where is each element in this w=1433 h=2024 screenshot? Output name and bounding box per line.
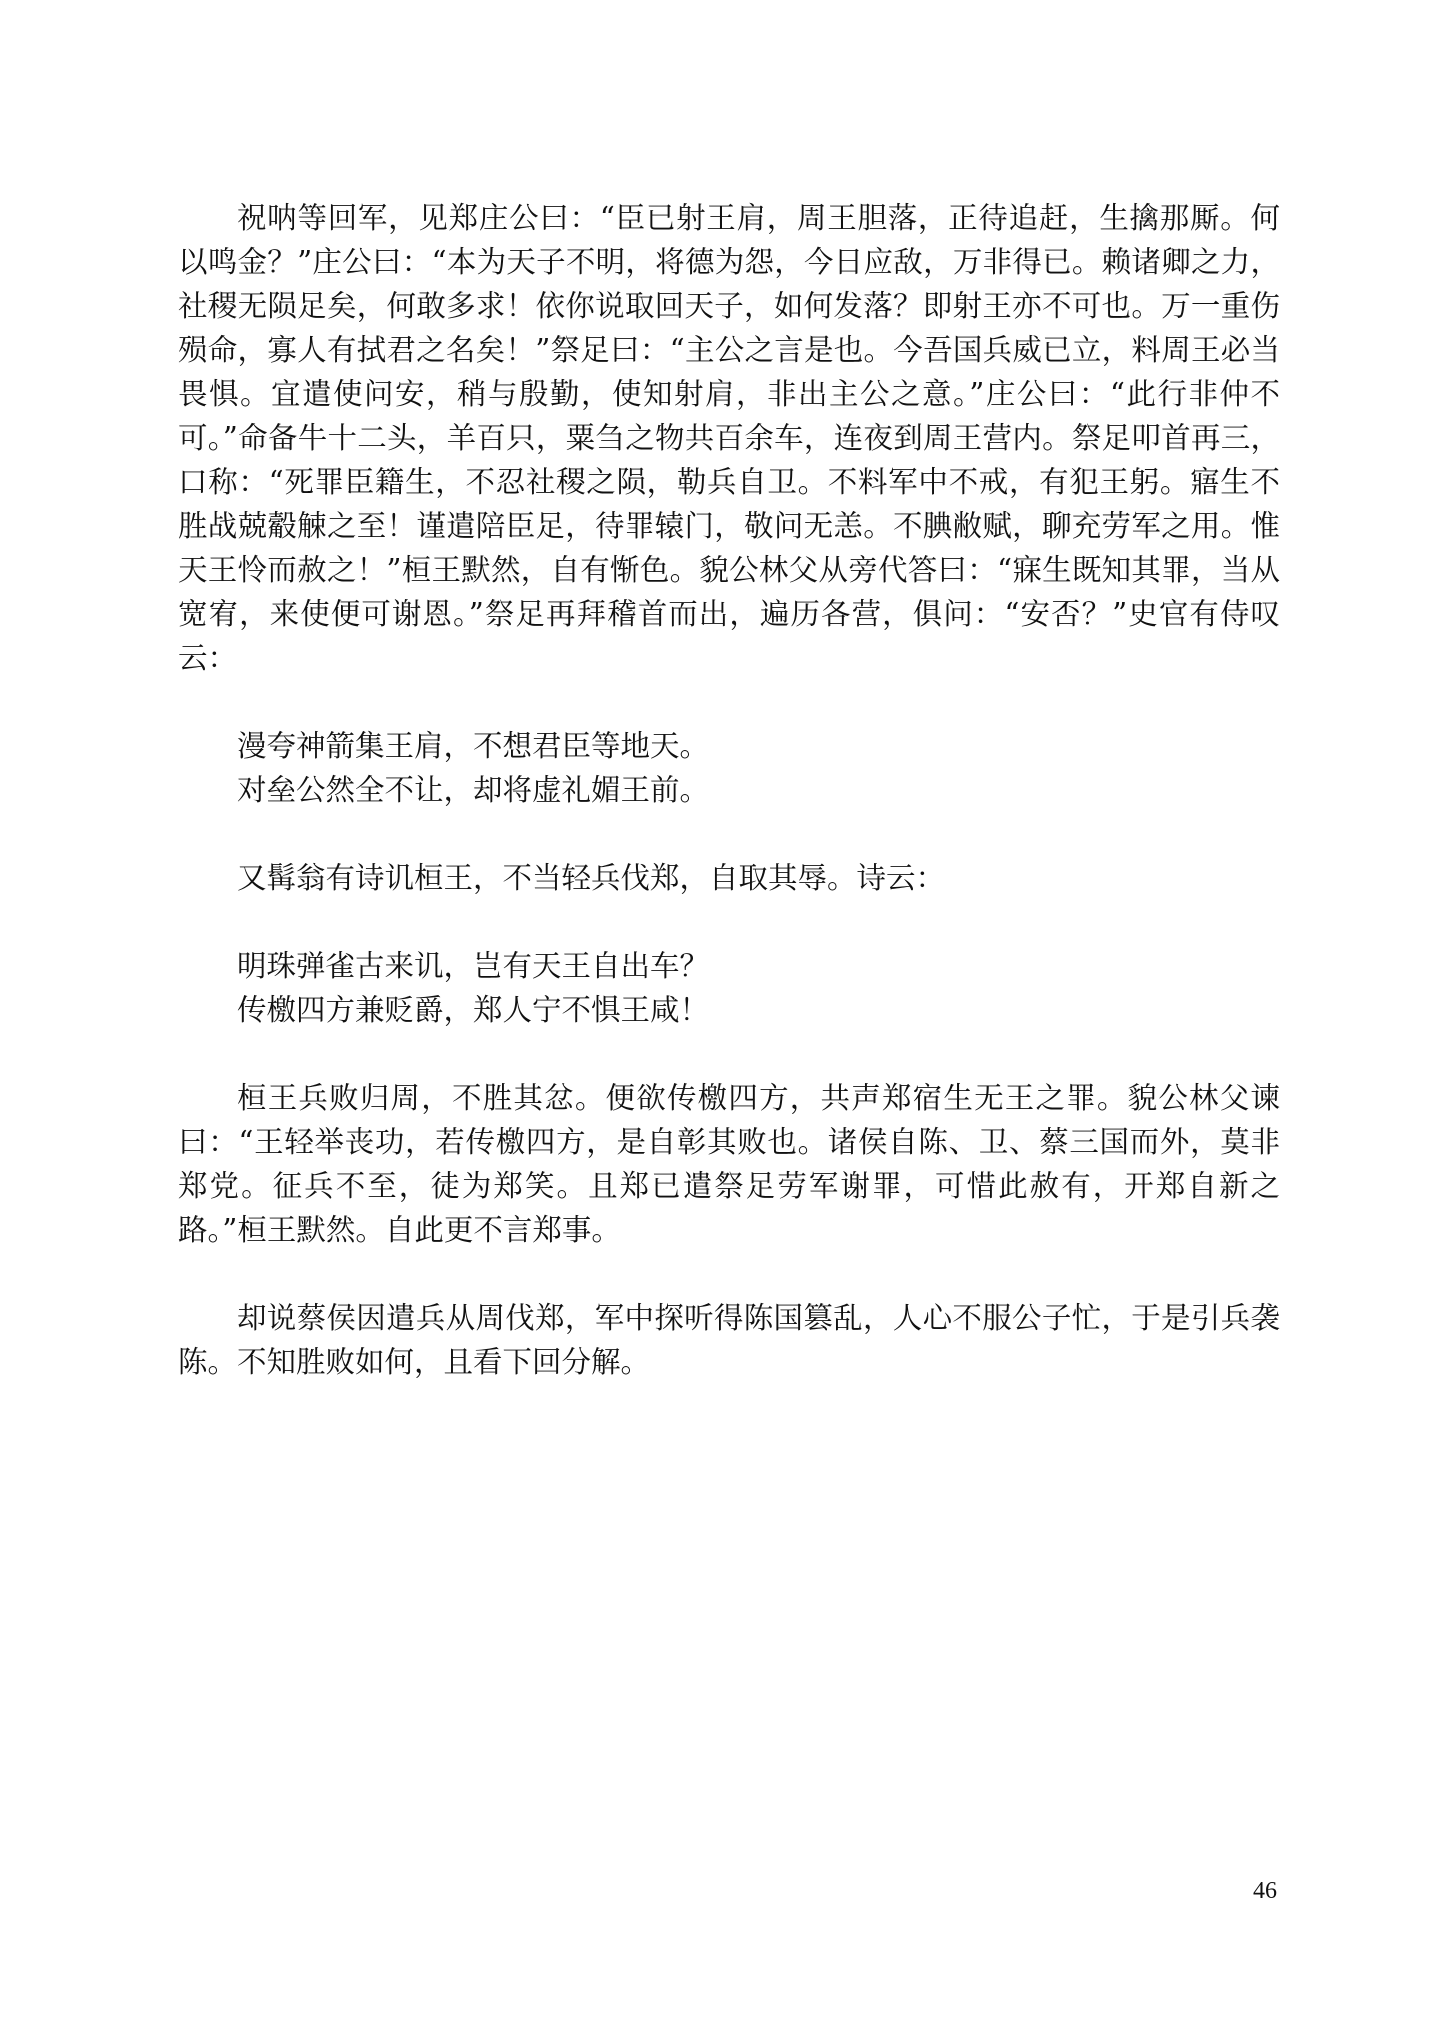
paragraph-2: 又髯翁有诗讥桓王，不当轻兵伐郑，自取其辱。诗云： [237, 861, 946, 895]
paragraph-3: 桓王兵败归周，不胜其忿。便欲传檄四方，共声郑宿生无王之罪。貌公林父谏曰：“王轻举丧功，若传檄四方，是自彰其败也。诸侯自陈、卫、蔡三国而外，莫非郑党。征兵不至，徒为郑笑。且郑已遣祭足劳军谢罪，可惜此赦有，开郑自新之路。”桓王默然。自此更不言郑事。 [178, 1081, 1280, 1247]
poem-1 [178, 724, 1280, 812]
paragraph-4: 却说蔡侯因遣兵从周伐郑，军中探听得陈国篡乱，人心不服公子忙，于是引兵袭陈。不知胜败如何，且看下回分解。 [178, 1301, 1280, 1379]
page-number: 46 [1253, 1878, 1277, 1904]
poem-2-line-1: 明珠弹雀古来讥，岂有天王自出车？ [237, 949, 710, 983]
page-body [178, 196, 1280, 1384]
poem-1-line-1: 漫夸神箭集王肩，不想君臣等地天。 [237, 729, 710, 763]
poem-2-line-2: 传檄四方兼贬爵，郑人宁不惧王咸！ [237, 993, 710, 1027]
paragraph-1: 祝呐等回军，见郑庄公曰：“臣已射王肩，周王胆落，正待追赶，生擒那厮。何以鸣金？”庄公曰：“本为天子不明，将德为怨，今日应敌，万非得已。赖诸卿之力，社稷无陨足矣，何敢多求！依你说取回天子，如何发落？即射王亦不可也。万一重伤殒命，寡人有拭君之名矣！”祭足曰：“主公之言是也。今吾国兵威已立，料周王必当畏惧。宜遣使问安，稍与殷勤，使知射肩，非出主公之意。”庄公曰：“此行非仲不可。”命备牛十二头，羊百只，粟刍之物共百余车，连夜到周王营内。祭足叩首再三，口称：“死罪臣籍生，不忍社稷之陨，勒兵自卫。不料军中不戒，有犯王躬。寤生不胜战兢觳觫之至！谨遣陪臣足，待罪辕门，敬问无恙。不腆敝赋，聊充劳军之用。惟天王怜而赦之！”桓王默然，自有惭色。貌公林父从旁代答曰：“寐生既知其罪，当从宽宥，来使便可谢恩。”祭足再拜稽首而出，遍历各营，俱问：“安否？”史官有侍叹云： [178, 201, 1280, 675]
poem-1-line-2: 对垒公然全不让，却将虚礼媚王前。 [237, 773, 710, 807]
poem-2 [178, 944, 1280, 1032]
